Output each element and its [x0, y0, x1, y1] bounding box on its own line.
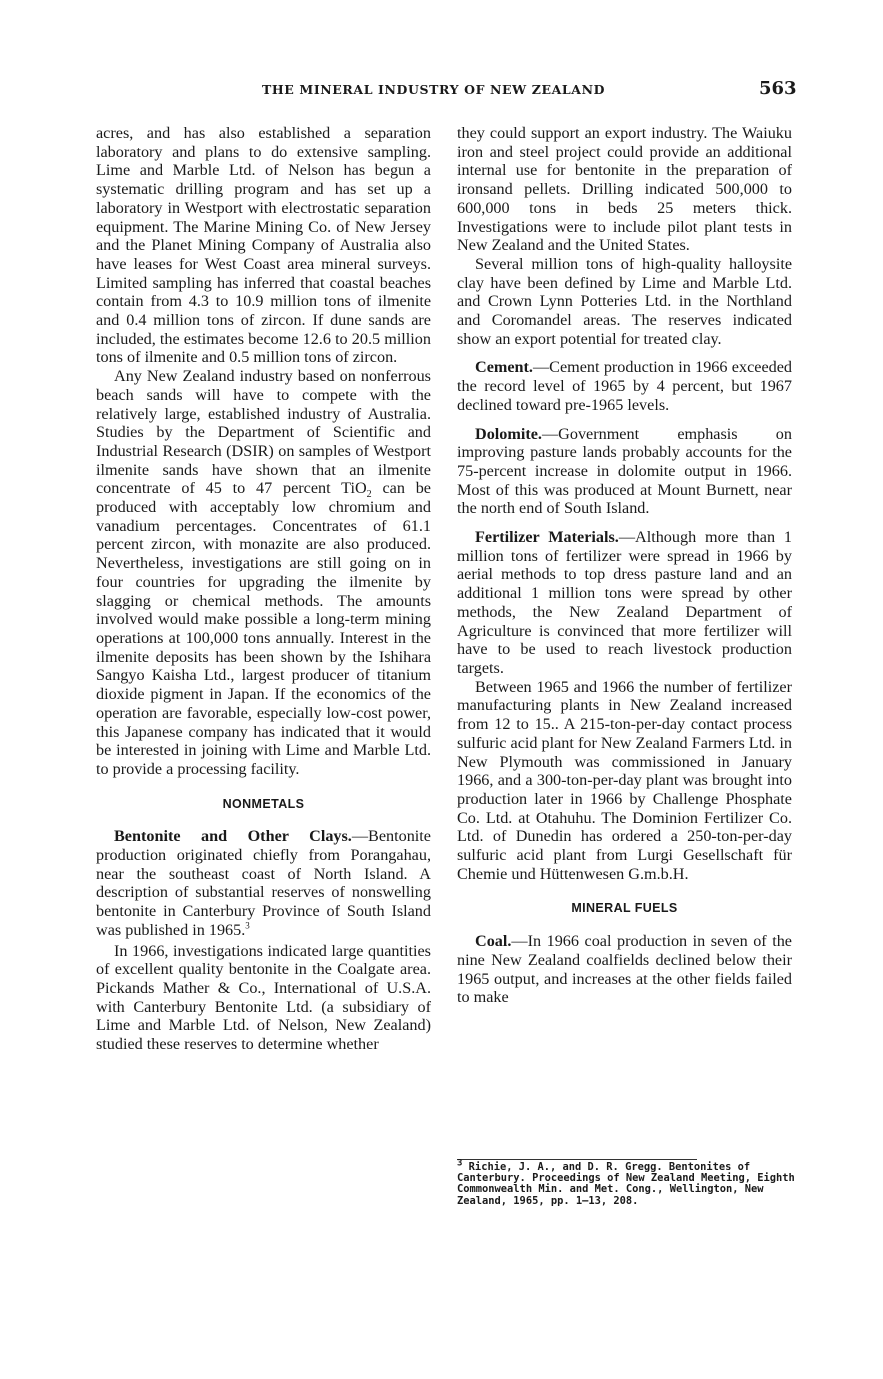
running-title: THE MINERAL INDUSTRY OF NEW ZEALAND: [262, 82, 606, 97]
paragraph-beach-sands-text-b: can be produced with acceptably low chromium and vanadium percentages. Concentrates of 61.1 percent zircon, with monazite are also produced. Nevertheless, investigations are still going on in four countries for upgrading the ilmenite by slagging or chemical methods. The amounts involved would make possible a long-term mining operations at 100,000 tons annually. Interest in the ilmenite deposits has been shown by the Ishihara Sangyo Kaisha Ltd., largest producer of titanium dioxide pigment in Japan. If the economics of the operation are favorable, especially low-cost power, this Japanese company has indicated that it would be interested in joining with Lime and Marble Ltd. to provide a processing facility.: [96, 479, 431, 778]
footnotes: [457, 1159, 797, 1207]
paragraph-dolomite: [457, 425, 792, 519]
footnote-3-text: Richie, J. A., and D. R. Gregg. Bentonites of Canterbury. Proceedings of New Zealand Meeting, Eighth Commonwealth Min. and Met. Cong., Wellington, New Zealand, 1965, pp. 1–13, 208.: [457, 1161, 795, 1207]
paragraph-fertilizer-plants: Between 1965 and 1966 the number of fertilizer manufacturing plants in New Zealand increased from 12 to 15.. A 215-ton-per-day contact process sulfuric acid plant for New Zealand Farmers Ltd. in New Plymouth was commissioned in January 1966, and a 300-ton-per-day plant was brought into production later in 1966 by Challenge Phosphate Co. Ltd. at Otahuhu. The Dominion Fertilizer Co. Ltd. of Dunedin has ordered a 250-ton-per-day sulfuric acid plant from Lurgi Gesellschaft für Chemie und Hüttenwesen G.m.b.H.: [457, 677, 792, 883]
paragraph-fertilizer: [457, 528, 792, 678]
right-column: [457, 124, 792, 1007]
nonmetals-heading: NONMETALS: [222, 796, 305, 811]
footnote-3: [457, 1158, 797, 1207]
footnote-rule: [457, 1159, 697, 1160]
bentonite-lead: Bentonite and Other Clays.: [114, 827, 352, 846]
footnote-marker: 3: [457, 1158, 463, 1169]
paragraph-bentonite: [96, 827, 431, 939]
footnote-ref: 3: [245, 920, 250, 931]
paragraph-beach-sands-text-a: Any New Zealand industry based on nonferrous beach sands will have to compete with the relatively large, established industry of Australia. Studies by the Department of Scientific and Industrial Research (DSIR) on samples of Westport ilmenite sands have shown that an ilmenite concentrate of 45 to 47 percent TiO: [96, 367, 431, 498]
bentonite-text: —Bentonite production originated chiefly from Porangahau, near the southeast coast of North Island. A description of substantial reserves of nonswelling bentonite in Canterbury Province of South Island was published in 1965.: [96, 827, 431, 939]
fertilizer-lead: Fertilizer Materials.: [475, 528, 619, 547]
cement-text: —Cement production in 1966 exceeded the record level of 1965 by 4 percent, but 1967 declined toward pre-1965 levels.: [457, 358, 792, 414]
running-header: [0, 78, 883, 102]
dolomite-text: —Government emphasis on improving pasture lands probably accounts for the 75-percent increase in dolomite output in 1966. Most of this was produced at Mount Burnett, near the north end of South Island.: [457, 424, 792, 518]
paragraph-coal: [457, 932, 792, 1007]
page-number: 563: [759, 78, 797, 99]
dolomite-lead: Dolomite.: [475, 424, 542, 443]
coal-lead: Coal.: [475, 932, 512, 951]
coal-text: —In 1966 coal production in seven of the nine New Zealand coalfields declined below their 1965 output, and increases at the other fields failed to make: [457, 932, 792, 1007]
paragraph-beach-sands: [96, 367, 431, 778]
paragraph-export-industry: they could support an export industry. The Waiuku iron and steel project could provide an additional internal use for bentonite in the preparation of ironsand pellets. Drilling indicated 500,000 to 600,000 tons in beds 25 meters thick. Investigations were to include pilot plant tests in New Zealand and the United States.: [457, 124, 792, 255]
left-column: [96, 124, 431, 1054]
paragraph-1966-investigations: In 1966, investigations indicated large quantities of excellent quality bentonite in the Coalgate area. Pickands Mather & Co., International of U.S.A. with Canterbury Bentonite Ltd. (a subsidiary of Lime and Marble Ltd. of Nelson, New Zealand) studied these reserves to determine whether: [96, 941, 431, 1054]
fertilizer-text: —Although more than 1 million tons of fertilizer were spread in 1966 by aerial methods to top dress pasture land and an additional 1 million tons were spread by other methods, the New Zealand Department of Agriculture is convinced that more fertilizer will have to be used to reach livestock production targets.: [457, 528, 792, 677]
mineral-fuels-heading: MINERAL FUELS: [571, 901, 678, 916]
tio2-subscript: 2: [366, 489, 372, 501]
paragraph-halloysite: Several million tons of high-quality halloysite clay have been defined by Lime and Marble Ltd. and Crown Lynn Potteries Ltd. in the Northland and Coromandel areas. The reserves indicated show an export potential for treated clay.: [457, 254, 792, 348]
paragraph-acres: acres, and has also established a separation laboratory and plans to do extensive sampling. Lime and Marble Ltd. of Nelson has begun a systematic drilling program and has set up a laboratory in Westport with electrostatic separation equipment. The Marine Mining Co. of New Jersey and the Planet Mining Company of Australia also have leases for West Coast area mineral surveys. Limited sampling has inferred that coastal beaches contain from 4.3 to 10.9 million tons of ilmenite and 0.4 million tons of zircon. If dune sands are included, the estimates become 12.6 to 20.5 million tons of ilmenite and 0.5 million tons of zircon.: [96, 124, 431, 367]
paragraph-cement: [457, 358, 792, 414]
cement-lead: Cement.: [475, 358, 533, 377]
